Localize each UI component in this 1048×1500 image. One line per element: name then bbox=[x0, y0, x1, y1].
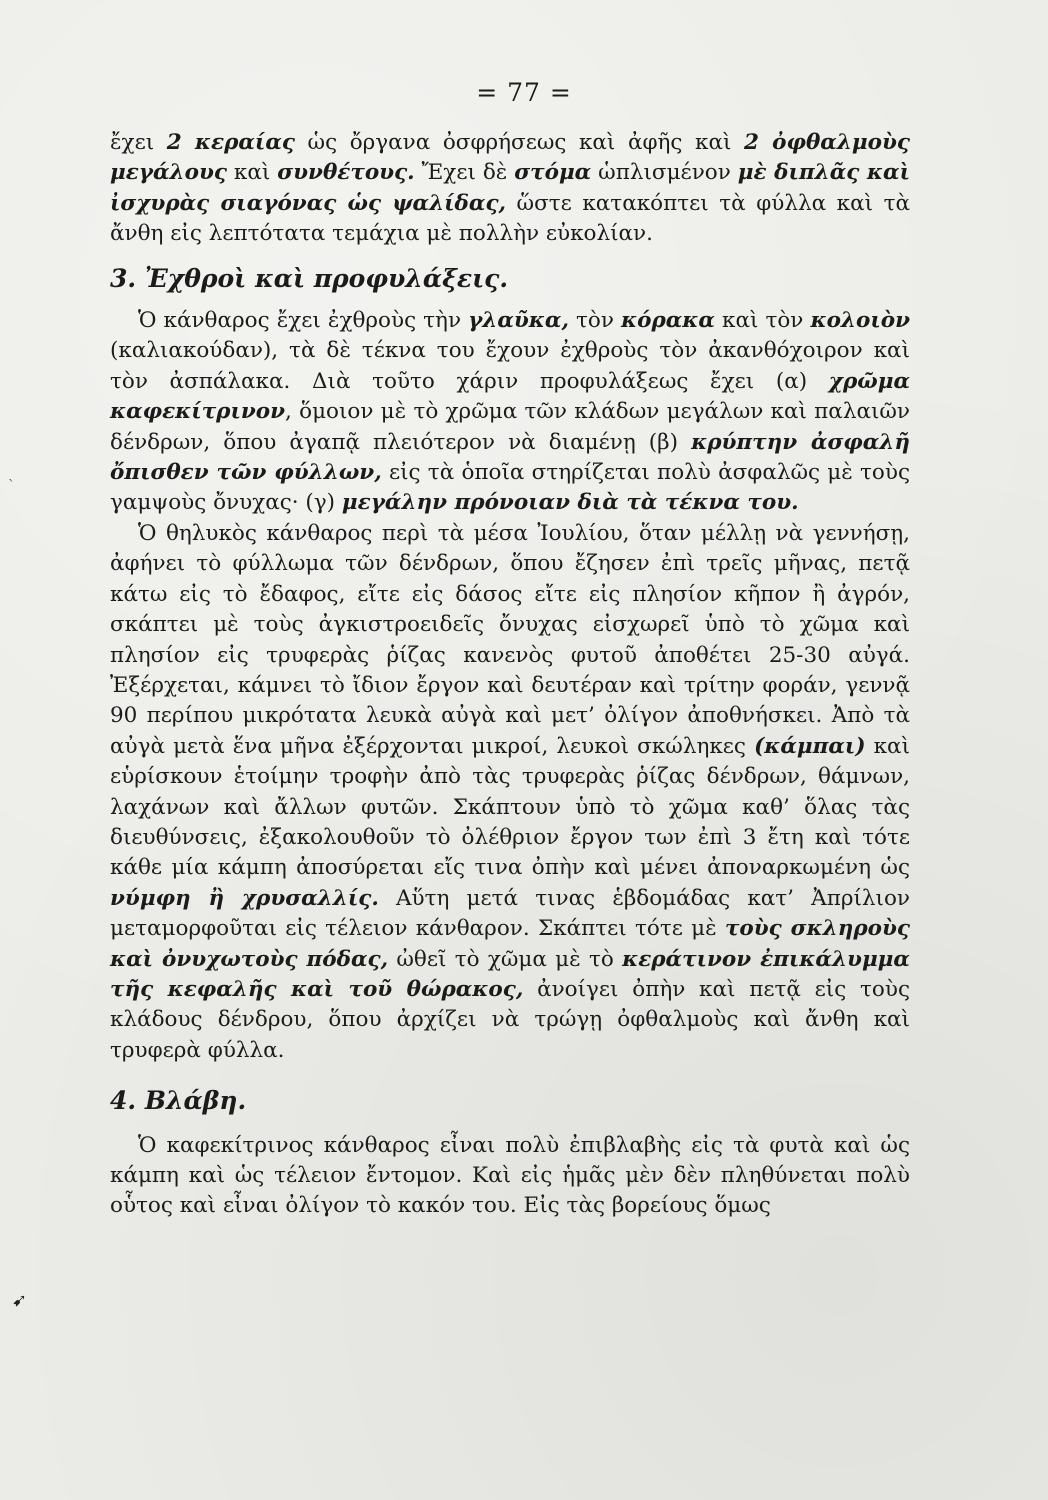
text-run: καὶ τὸν bbox=[714, 308, 811, 334]
text-run: τὸν bbox=[568, 308, 621, 334]
text-run: Αὕτη μετά τινας ἑβδομάδας κατ’ Ἀπρίλιον μεταμορφοῦται εἰς τέλειον κάνθαρον. Σκάπτει τότε μὲ bbox=[110, 885, 910, 942]
bold-term: κρύπτην ἀσφαλῆ ὄπισθεν τῶν φύλλων, bbox=[110, 429, 911, 486]
heading-number: 4. bbox=[110, 1086, 145, 1116]
text-run: Ὁ κάνθαρος ἔχει ἐχθροὺς τὴν bbox=[138, 308, 469, 334]
paragraph-damage bbox=[110, 1131, 910, 1222]
bold-term: μὲ διπλᾶς καὶ ἰσχυρὰς σιαγόνας ὡς ψαλίδας, bbox=[110, 160, 910, 216]
heading-title: Βλάβη. bbox=[144, 1086, 247, 1116]
bold-term: κεράτινον ἐπικάλυμμα τῆς κεφαλῆς καὶ τοῦ θώρακος, bbox=[110, 946, 910, 1002]
paragraph-lifecycle bbox=[110, 519, 910, 1066]
heading-number: 3. bbox=[110, 263, 145, 293]
paragraph-enemies bbox=[110, 306, 910, 519]
page-number: = 77 = bbox=[476, 78, 572, 107]
section-heading-enemies bbox=[110, 250, 910, 306]
text-run: καὶ bbox=[226, 160, 278, 186]
heading-title: Ἐχθροὶ καὶ προφυλάξεις. bbox=[144, 263, 509, 293]
text-run: ὡπλισμένον bbox=[591, 160, 738, 186]
text-run: (καλιακούδαν), τὰ δὲ τέκνα του ἔχουν ἐχθροὺς τὸν ἀκανθόχοιρον καὶ τὸν ἀσπάλακα. Διὰ τοῦτο χάριν προφυλάξεως ἔχει (α) bbox=[110, 338, 910, 394]
bold-term: (κάμπαι) bbox=[754, 733, 866, 759]
margin-arrow-icon: ➹ bbox=[12, 1290, 28, 1311]
bold-term: στόμα bbox=[514, 160, 592, 186]
bold-term: νύμφη ἢ χρυσαλλίς. bbox=[110, 885, 379, 911]
section-heading-damage bbox=[110, 1066, 910, 1130]
text-run: ὠθεῖ τὸ χῶμα μὲ τὸ bbox=[388, 946, 623, 972]
bold-term: 2 κεραίας bbox=[166, 130, 295, 155]
text-run: ὥστε κατακόπτει τὰ φύλλα καὶ τὰ ἄνθη εἰς λεπτότατα τεμάχια μὲ πολλὴν εὐκολίαν. bbox=[110, 190, 910, 247]
page-text bbox=[110, 128, 910, 1222]
text-run: Ὁ θηλυκὸς κάνθαρος περὶ τὰ μέσα Ἰουλίου, ὅταν μέλλῃ νὰ γεννήσῃ, ἀφήνει τὸ φύλλωμα τῶν δένδρων, ὅπου ἔζησεν ἐπὶ τρεῖς μῆνας, πετᾷ κάτω εἰς τὸ ἔδαφος, εἴτε εἰς δάσος εἴτε εἰς πλησίον κῆπον ἢ ἀγρόν, σκάπτει μὲ τοὺς ἀγκιστροειδεῖς ὄνυχας εἰσχωρεῖ ὑπὸ τὸ χῶμα καὶ πλησίον εἰς τρυφερὰς ῥίζας κανενὸς φυτοῦ ἀποθέτει 25-30 αὐγά. Ἐξέρχεται, κάμνει τὸ ἴδιον ἔργον καὶ δευτέραν καὶ τρίτην φοράν, γεννᾷ 90 περίπου μικρότατα λευκὰ αὐγὰ καὶ μετ’ ὀλίγον ἀποθνήσκει. Ἀπὸ τὰ αὐγὰ μετὰ ἕνα μῆνα ἐξέρχονται μικροί, λευκοὶ σκώληκες bbox=[110, 520, 910, 759]
text-run: ὡς ὄργανα ὀσφρήσεως καὶ ἀφῆς καὶ bbox=[294, 130, 744, 155]
bold-term: χρῶμα καφεκίτρινον bbox=[110, 368, 910, 425]
bold-term: μεγάλην πρόνοιαν διὰ τὰ τέκνα του. bbox=[341, 490, 799, 516]
text-run: ἀνοίγει ὀπὴν καὶ πετᾷ εἰς τοὺς κλάδους δένδρου, ὅπου ἀρχίζει νὰ τρώγῃ ὀφθαλμοὺς καὶ ἄνθη καὶ τρυφερὰ φύλλα. bbox=[110, 976, 910, 1063]
bold-term: 2 ὀφθαλμοὺς μεγάλους bbox=[110, 130, 911, 186]
text-run: Ὁ καφεκίτρινος κάνθαρος εἶναι πολὺ ἐπιβλαβὴς εἰς τὰ φυτὰ καὶ ὡς κάμπη καὶ ὡς τέλειον ἔντομον. Καὶ εἰς ἡμᾶς μὲν δὲν πληθύνεται πολὺ οὗτος καὶ εἶναι ὀλίγον τὸ κακόν του. Εἰς τὰς βορείους ὅμως bbox=[110, 1132, 910, 1219]
bold-term: κολοιὸν bbox=[810, 308, 910, 334]
bold-term: συνθέτους. bbox=[277, 160, 415, 186]
paragraph-intro bbox=[110, 128, 910, 250]
bold-term: τοὺς σκληροὺς καὶ ὀνυχωτοὺς πόδας, bbox=[110, 916, 911, 972]
text-run: , ὅμοιον μὲ τὸ χρῶμα τῶν κλάδων μεγάλων καὶ παλαιῶν δένδρων, ὅπου ἀγαπᾷ πλειότερον νὰ διαμένῃ (β) bbox=[110, 399, 910, 455]
text-run: ἔχει bbox=[110, 130, 167, 155]
bold-term: κόρακα bbox=[621, 308, 715, 334]
text-run: καὶ εὑρίσκουν ἑτοίμην τροφὴν ἀπὸ τὰς τρυφερὰς ῥίζας δένδρων, θάμνων, λαχάνων καὶ ἄλλων φυτῶν. Σκάπτουν ὑπὸ τὸ χῶμα καθ’ ὅλας τὰς διευθύνσεις, ἐξακολουθοῦν τὸ ὀλέθριον ἔργον των ἐπὶ 3 ἔτη καὶ τότε κάθε μία κάμπη ἀποσύρεται εἴς τινα ὀπὴν καὶ μένει ἀποναρκωμένη ὡς bbox=[110, 733, 910, 881]
margin-tick-icon: ` bbox=[8, 478, 15, 494]
text-run: Ἔχει δὲ bbox=[414, 160, 515, 186]
text-run: εἰς τὰ ὁποῖα στηρίζεται πολὺ ἀσφαλῶς μὲ τοὺς γαμψοὺς ὄνυχας· (γ) bbox=[110, 460, 910, 516]
bold-term: γλαῦκα, bbox=[468, 308, 569, 334]
